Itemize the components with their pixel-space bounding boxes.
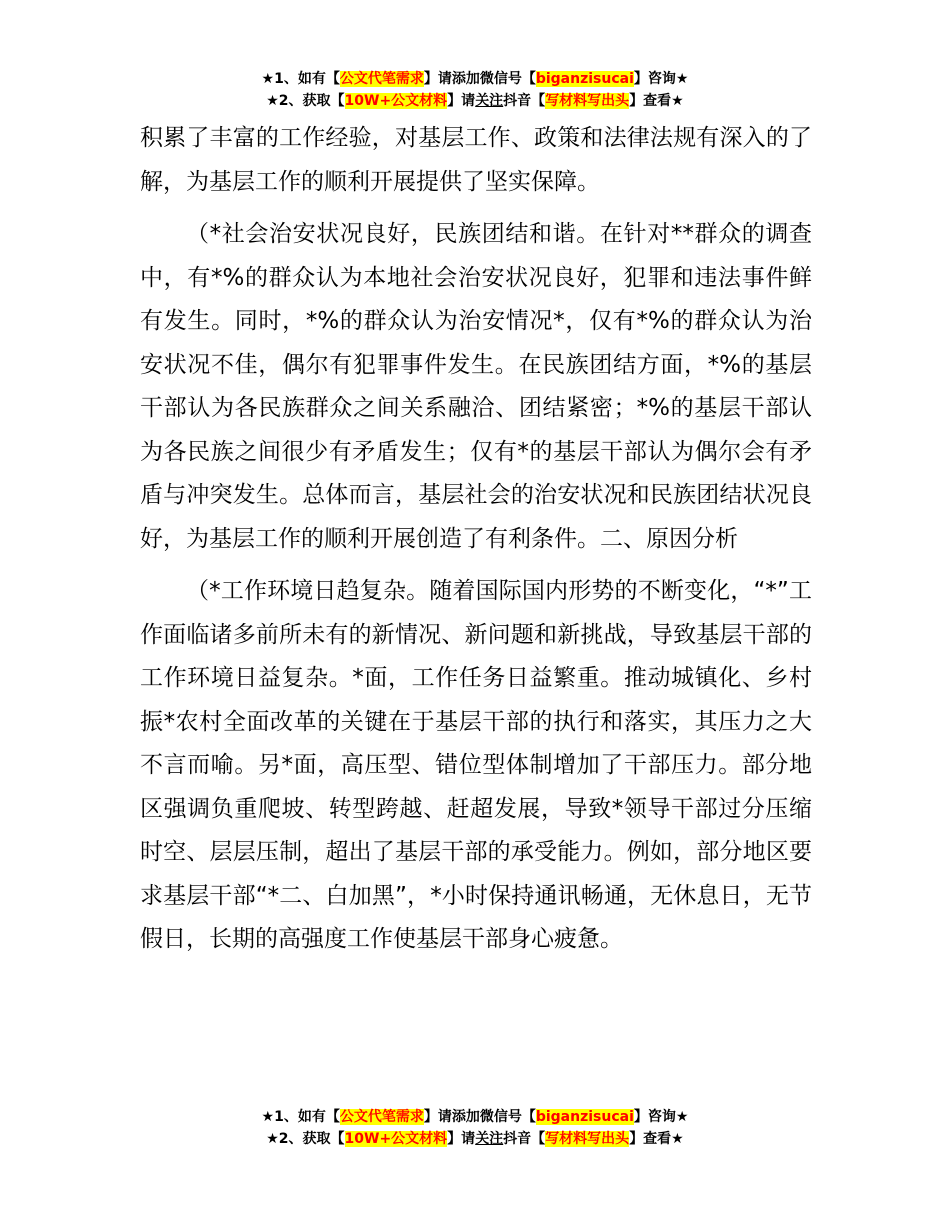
banner-text: ★1、如有【 bbox=[261, 71, 340, 87]
banner-text: 】请添加微信号【 bbox=[423, 71, 536, 87]
banner-line-2 bbox=[0, 1128, 950, 1150]
banner-highlight: 公文代笔需求 bbox=[339, 1109, 424, 1125]
banner-line-2 bbox=[0, 90, 950, 112]
banner-text: 】咨询★ bbox=[633, 1109, 689, 1125]
banner-text: 】请 bbox=[447, 93, 476, 109]
banner-text: 抖音【 bbox=[503, 93, 546, 109]
banner-text: ★1、如有【 bbox=[261, 1109, 340, 1125]
paragraph-1: 积累了丰富的工作经验，对基层工作、政策和法律法规有深入的了解，为基层工作的顺利开展提供了坚实保障。 bbox=[140, 125, 812, 195]
banner-highlight: 10W+公文材料 bbox=[344, 93, 448, 109]
paragraph-2: （*社会治安状况良好，民族团结和谐。在针对**群众的调查中，有*%的群众认为本地社会治安状况良好，犯罪和违法事件鲜有发生。同时，*%的群众认为治安情况*，仅有*%的群众认为治安状况不佳，偶尔有犯罪事件发生。在民族团结方面，*%的基层干部认为各民族群众之间关系融洽、团结紧密；*%的基层干部认为各民族之间很少有矛盾发生；仅有*的基层干部认为偶尔会有矛盾与冲突发生。总体而言，基层社会的治安状况和民族团结状况良好，为基层工作的顺利开展创造了有利条件。二、原因分析 bbox=[140, 221, 812, 552]
banner-highlight: 写材料写出头 bbox=[545, 1131, 630, 1147]
banner-highlight: biganzisucai bbox=[535, 71, 634, 87]
banner-line-1 bbox=[0, 68, 950, 90]
banner-highlight: 公文代笔需求 bbox=[339, 71, 424, 87]
banner-line-1 bbox=[0, 1106, 950, 1128]
banner-highlight: 10W+公文材料 bbox=[344, 1131, 448, 1147]
footer-banner bbox=[0, 1106, 950, 1150]
banner-text: 】咨询★ bbox=[633, 71, 689, 87]
document-body bbox=[140, 117, 812, 962]
banner-text: 】查看★ bbox=[629, 1131, 684, 1147]
banner-text: 】查看★ bbox=[629, 93, 684, 109]
banner-highlight: 写材料写出头 bbox=[545, 93, 630, 109]
banner-underlined-text: 关注 bbox=[475, 93, 504, 109]
paragraph-3: （*工作环境日趋复杂。随着国际国内形势的不断变化，“*”工作面临诸多前所未有的新情况、新问题和新挑战，导致基层干部的工作环境日益复杂。*面，工作任务日益繁重。推动城镇化、乡村振*农村全面改革的关键在于基层干部的执行和落实，其压力之大不言而喻。另*面，高压型、错位型体制增加了干部压力。部分地区强调负重爬坡、转型跨越、赶超发展，导致*领导干部过分压缩时空、层层压制，超出了基层干部的承受能力。例如，部分地区要求基层干部“*二、白加黑”，*小时保持通讯畅通，无休息日，无节假日，长期的高强度工作使基层干部身心疲惫。 bbox=[140, 578, 812, 952]
header-banner bbox=[0, 68, 950, 112]
banner-text: 抖音【 bbox=[503, 1131, 546, 1147]
banner-text: 】请添加微信号【 bbox=[423, 1109, 536, 1125]
banner-text: ★2、获取【 bbox=[266, 1131, 345, 1147]
banner-highlight: biganzisucai bbox=[535, 1109, 634, 1125]
banner-underlined-text: 关注 bbox=[475, 1131, 504, 1147]
banner-text: ★2、获取【 bbox=[266, 93, 345, 109]
banner-text: 】请 bbox=[447, 1131, 476, 1147]
